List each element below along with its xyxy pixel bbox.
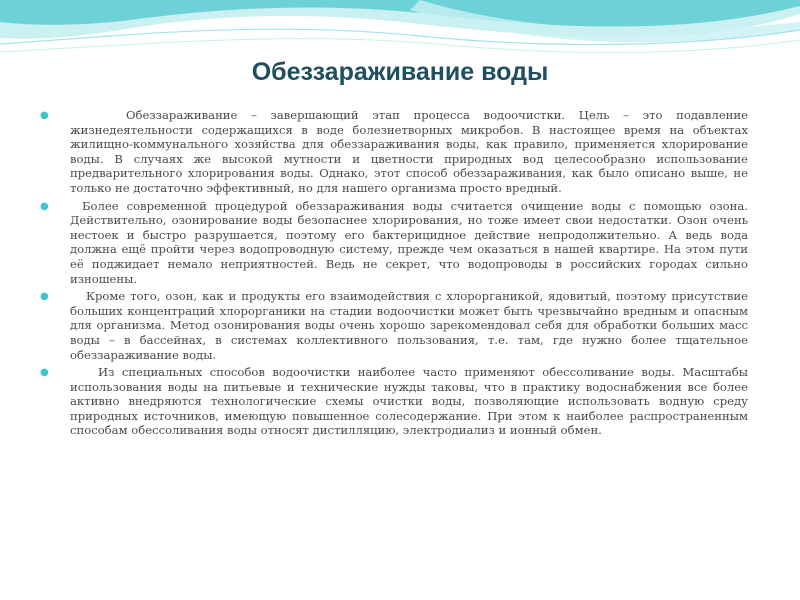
paragraph-text: Более современной процедурой обеззараживания воды считается очищение воды с помощью озона. Действительно, озонирование воды безопаснее хлорирования, но тоже имеет свои недостатки. Озон очень нестоек и быстро разрушается, поэтому его бактерицидное действие непродолжительно. А ведь вода должна ещё пройти через водопроводную систему, прежде чем оказаться в нашей квартире. На этом пути её поджидает немало неприятностей. Ведь не секрет, что водопроводы в российских городах сильно изношены. bbox=[70, 198, 748, 286]
list-item bbox=[40, 108, 748, 196]
bullet-dot-icon: ● bbox=[40, 291, 49, 303]
bullet-dot-icon: ● bbox=[40, 367, 49, 379]
bullet-dot-icon: ● bbox=[40, 200, 49, 212]
paragraph-text: Из специальных способов водоочистки наиболее часто применяют обессоливание воды. Масштабы использования воды на питьевые и технические нужды таковы, что в практику водоснабжения все более активно внедряются технологические схемы очистки воды, позволяющие использовать водную среду природных источников, имеющую повышенное солесодержание. При этом к наиболее распространенным способам обессоливания воды относят дистилляцию, электродиализ и ионный обмен. bbox=[70, 365, 748, 438]
paragraph-text: Обеззараживание – завершающий этап процесса водоочистки. Цель – это подавление жизнедеятельности содержащихся в воде болезнетворных микробов. В настоящее время на объектах жилищно-коммунального хозяйства для обеззараживания воды, как правило, применяется хлорирование воды. В случаях же высокой мутности и цветности природных вод целесообразно использование предварительного хлорирования воды. Однако, этот способ обеззараживания, как было описано выше, не только не достаточно эффективный, но для нашего организма просто вредный. bbox=[70, 108, 748, 195]
paragraph-text: Кроме того, озон, как и продукты его взаимодействия с хлорорганикой, ядовитый, поэтому присутствие больших концентраций хлорорганики на стадии водоочистки может быть чрезвычайно вредным и опасным для организма. Метод озонирования воды очень хорошо зарекомендовал себя для обработки больших масс воды – в бассейнах, в системах коллективного пользования, т.е. там, где нужно более тщательное обеззараживание воды. bbox=[70, 289, 748, 362]
list-item bbox=[40, 365, 748, 438]
bullet-dot-icon: ● bbox=[40, 110, 49, 121]
slide-title: Обеззараживание воды bbox=[251, 58, 549, 86]
list-item bbox=[40, 289, 748, 362]
slide-body bbox=[40, 108, 748, 441]
list-item bbox=[40, 199, 748, 287]
